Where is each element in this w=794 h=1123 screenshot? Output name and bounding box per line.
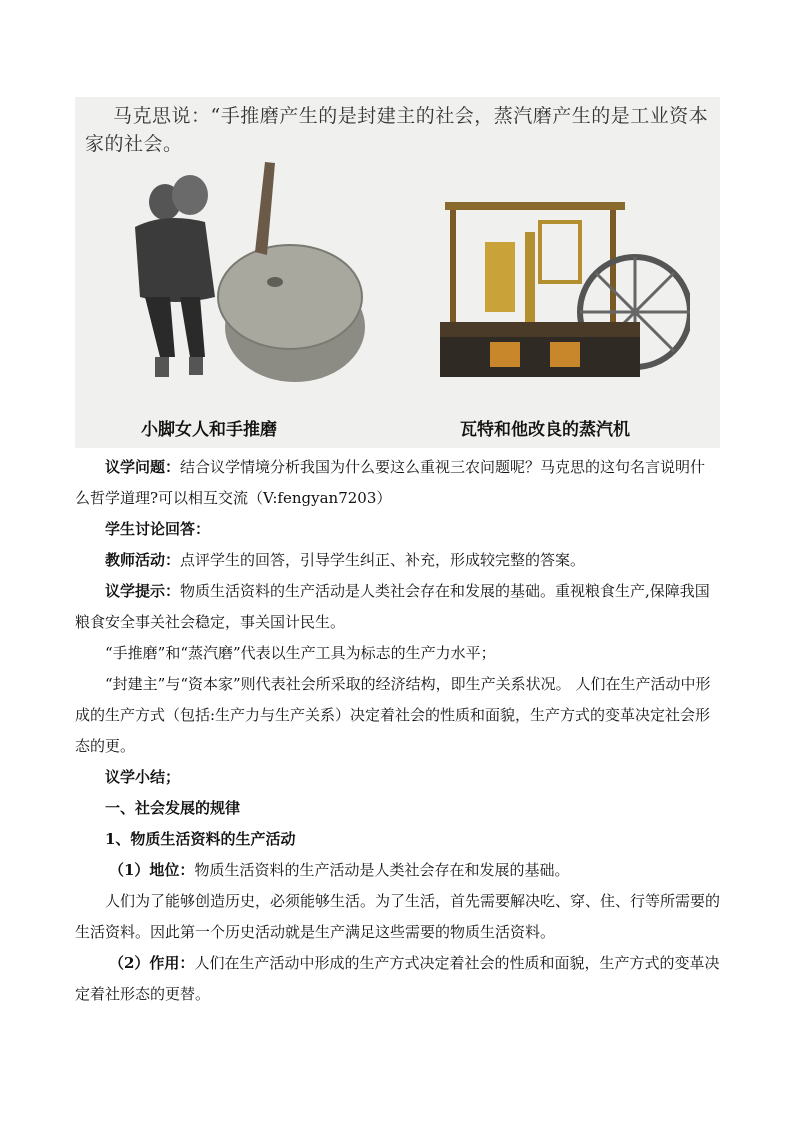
teacher-activity: 教师活动：点评学生的回答，引导学生纠正、补充，形成较完整的答案。 (105, 551, 586, 569)
summary-label: 议学小结； (105, 768, 181, 786)
steam-engine-illustration (430, 192, 690, 392)
question-paragraph: 议学问题：结合议学情境分析我国为什么要这么重视三农问题呢？马克思的这句名言说明什么哲学道理?可以相互交流（V:fengyan7203） (75, 458, 706, 507)
body-text (75, 452, 720, 1010)
hand-mill-illustration (105, 157, 365, 412)
para-productive-forces: “手推磨”和“蒸汽磨”代表以生产工具为标志的生产力水平； (105, 644, 496, 662)
historical-figure (75, 97, 720, 448)
caption-steam-engine: 瓦特和他改良的蒸汽机 (460, 420, 630, 440)
para-relations: “封建主”与“资本家”则代表社会所采取的经济结构，即生产关系状况。 人们在生产活动中形成的生产方式（包括:生产力与生产关系）决定着社会的性质和面貌，生产方式的变革决定社会形态的更。 (75, 675, 711, 755)
heading-laws: 一、社会发展的规律 (105, 799, 241, 817)
point-status: （1）地位：物质生活资料的生产活动是人类社会存在和发展的基础。 (109, 861, 570, 879)
marx-quote: 马克思说：“手推磨产生的是封建主的社会，蒸汽磨产生的是工业资本家的社会。 (85, 105, 709, 155)
para-history: 人们为了能够创造历史，必须能够生活。为了生活，首先需要解决吃、穿、住、行等所需要的生活资料。因此第一个历史活动就是生产满足这些需要的物质生活资料。 (75, 892, 721, 941)
caption-hand-mill: 小脚女人和手推磨 (141, 420, 277, 440)
heading-production: 1、物质生活资料的生产活动 (105, 830, 296, 848)
hint-paragraph: 议学提示：物质生活资料的生产活动是人类社会存在和发展的基础。重视粮食生产,保障我国粮食安全事关社会稳定，事关国计民生。 (75, 582, 710, 631)
student-discussion: 学生讨论回答： (105, 520, 211, 538)
point-function: （2）作用：人们在生产活动中形成的生产方式决定着社会的性质和面貌，生产方式的变革决定着社形态的更替。 (75, 954, 720, 1003)
